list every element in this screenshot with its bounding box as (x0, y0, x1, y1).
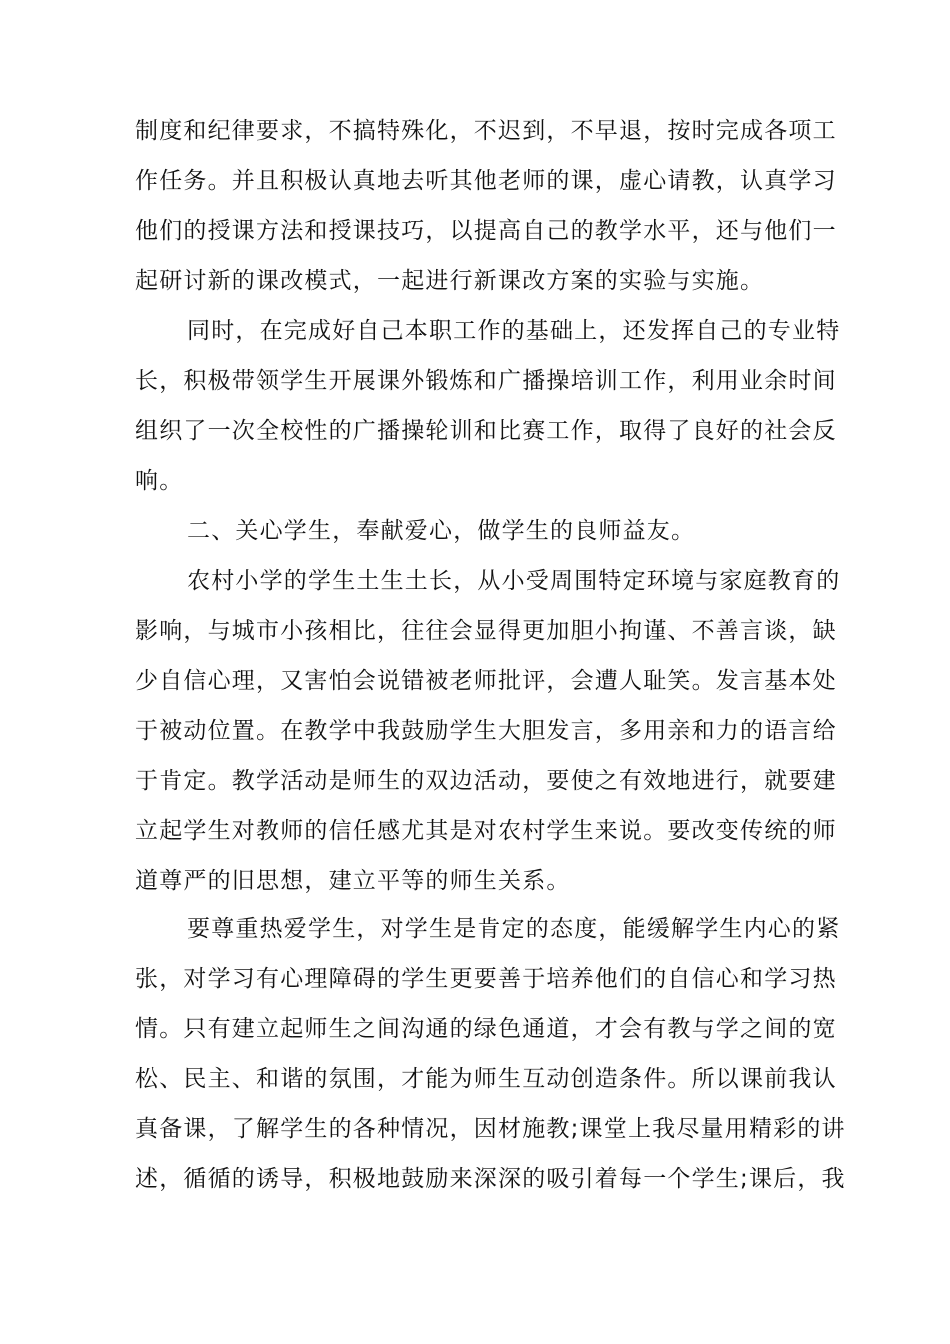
paragraph-first-line: 农村小学的学生土生土长，从小受周围特定环境与家庭教育的 (187, 568, 841, 594)
text-line: 响。 (135, 468, 184, 494)
text-line: 少自信心理，又害怕会说错被老师批评，会遭人耻笑。发言基本处 (135, 668, 837, 694)
text-line: 他们的授课方法和授课技巧，以提高自己的教学水平，还与他们一 (135, 218, 837, 244)
text-line: 情。只有建立起师生之间沟通的绿色通道，才会有教与学之间的宽 (135, 1016, 837, 1042)
text-line: 长，积极带领学生开展课外锻炼和广播操培训工作，利用业余时间 (135, 368, 837, 394)
paragraph-first-line: 同时，在完成好自己本职工作的基础上，还发挥自己的专业特 (187, 318, 841, 344)
text-line: 立起学生对教师的信任感尤其是对农村学生来说。要改变传统的师 (135, 818, 837, 844)
text-line: 松、民主、和谐的氛围，才能为师生互动创造条件。所以课前我认 (135, 1066, 837, 1092)
text-line: 起研讨新的课改模式，一起进行新课改方案的实验与实施。 (135, 268, 765, 294)
text-line: 制度和纪律要求，不搞特殊化，不迟到，不早退，按时完成各项工 (135, 118, 837, 144)
text-line: 真备课，了解学生的各种情况，因材施教;课堂上我尽量用精彩的讲 (135, 1116, 846, 1142)
text-line: 组织了一次全校性的广播操轮训和比赛工作，取得了良好的社会反 (135, 418, 837, 444)
section-heading: 二、关心学生，奉献爱心，做学生的良师益友。 (187, 518, 696, 544)
text-line: 于被动位置。在教学中我鼓励学生大胆发言，多用亲和力的语言给 (135, 718, 837, 744)
text-line: 道尊严的旧思想，建立平等的师生关系。 (135, 868, 571, 894)
text-line: 于肯定。教学活动是师生的双边活动，要使之有效地进行，就要建 (135, 768, 837, 794)
text-line: 述，循循的诱导，积极地鼓励来深深的吸引着每一个学生;课后，我 (135, 1166, 846, 1192)
text-line: 张，对学习有心理障碍的学生更要善于培养他们的自信心和学习热 (135, 966, 837, 992)
text-line: 影响，与城市小孩相比，往往会显得更加胆小拘谨、不善言谈，缺 (135, 618, 837, 644)
text-line: 作任务。并且积极认真地去听其他老师的课，虚心请教，认真学习 (135, 168, 837, 194)
paragraph-first-line: 要尊重热爱学生，对学生是肯定的态度，能缓解学生内心的紧 (187, 916, 841, 942)
